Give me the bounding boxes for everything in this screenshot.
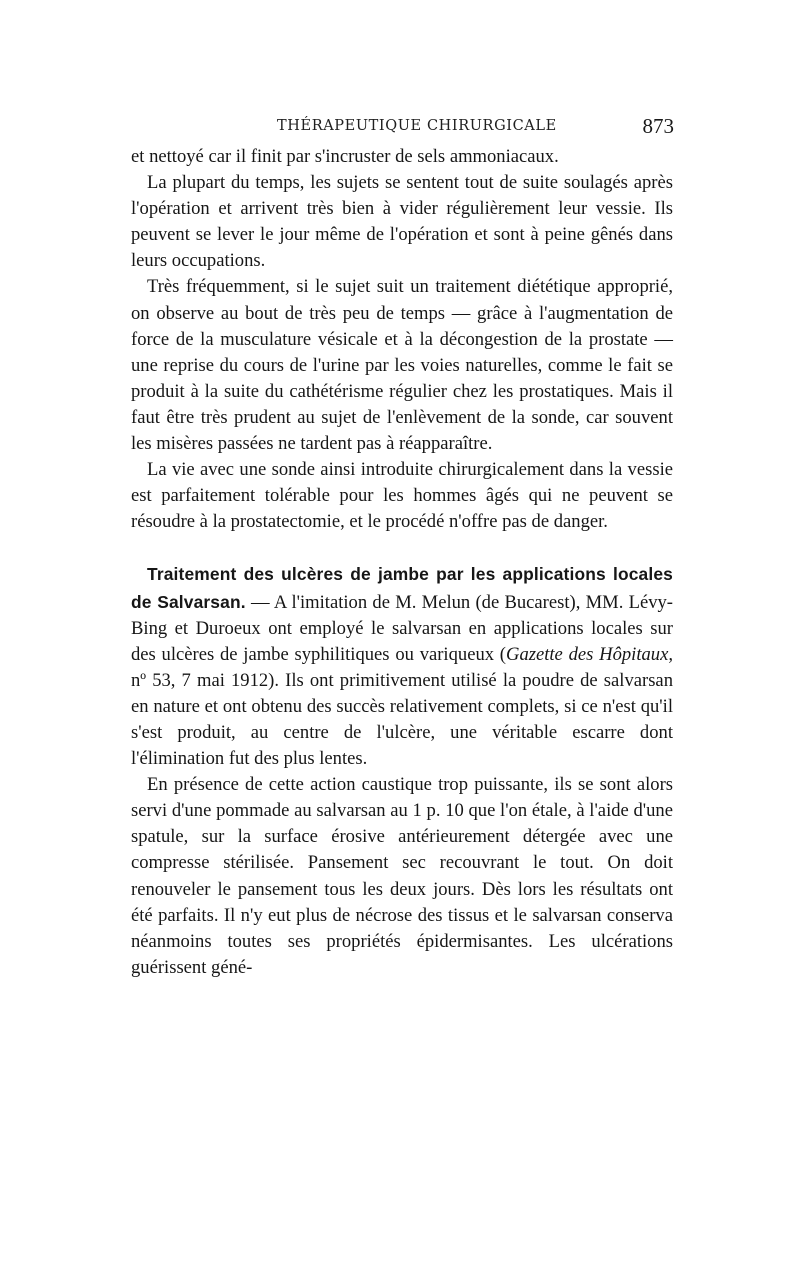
body-text (131, 144, 673, 981)
paragraph-salvarsan-section (131, 561, 673, 772)
paragraph-relief: La plupart du temps, les sujets se sentent tout de suite soulagés après l'opération et arrivent très bien à vider régulièrement leur vessie. Ils peuvent se lever le jour même de l'opération et sont à peine gênés dans leurs occupations. (131, 172, 673, 272)
running-title: THÉRAPEUTIQUE CHIRURGICALE (277, 118, 557, 134)
section-text-a: — A l'imitation de M. Melun (de Bucarest), MM. Lévy-Bing et Duroeux ont employé le salvarsan en applications locales sur des ulcères de jambe syphilitiques ou variqueux ( (131, 591, 673, 665)
section-spacer (131, 535, 673, 561)
paragraph-catheter-tolerance: La vie avec une sonde ainsi introduite chirurgicalement dans la vessie est parfaitement tolérable pour les hommes âgés qui ne peuvent se résoudre à la prostatectomie, et le procédé n'offre pas de danger. (131, 459, 673, 533)
section-text-b: nº 53, 7 mai 1912). Ils ont primitivement utilisé la poudre de salvarsan en nature et ont obtenu des succès relativement complets, si ce n'est qu'il s'est produit, au centre de l'ulcère, une véritable escarre dont l'élimination fut des plus lentes. (131, 669, 673, 770)
paragraph-ointment-method: En présence de cette action caustique trop puissante, ils se sont alors servi d'une pommade au salvarsan au 1 p. 10 que l'on étale, à l'aide d'une spatule, sur la surface érosive antérieurement détergée avec une compresse stérilisée. Pansement sec recouvrant le tout. On doit renouveler le pansement tous les deux jours. Dès lors les résultats ont été parfaits. Il n'y eut plus de nécrose des tissus et le salvarsan conserva néanmoins toutes ses propriétés épidermisantes. Les ulcérations guérissent géné- (131, 774, 673, 978)
page-number: 873 (642, 114, 674, 138)
book-page (131, 112, 673, 981)
paragraph-continuation: et nettoyé car il finit par s'incruster de sels ammoniacaux. (131, 146, 559, 167)
section-heading: Traitement des ulcères de jambe par les applications locales de Salvarsan. (131, 564, 673, 612)
paragraph-natural-voiding: Très fréquemment, si le sujet suit un traitement diététique approprié, on observe au bout de très peu de temps — grâce à l'augmentation de force de la musculature vésicale et à la décongestion de la prostate — une reprise du cours de l'urine par les voies naturelles, comme le fait se produit à la suite du cathétérisme régulier chez les prostatiques. Mais il faut être très prudent au sujet de l'enlèvement de la sonde, car souvent les misères passées ne tardent pas à réapparaître. (131, 276, 673, 455)
running-header (131, 112, 673, 142)
source-citation: Gazette des Hôpitaux, (506, 643, 673, 665)
